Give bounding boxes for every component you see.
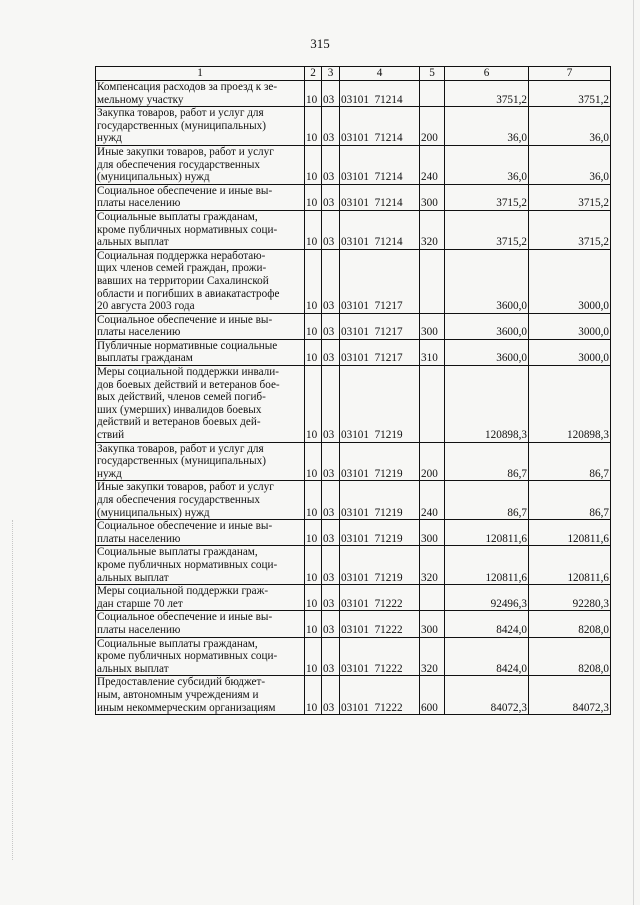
description-line: Публичные нормативные социальные bbox=[97, 339, 278, 352]
amount-year-1: 3715,2 bbox=[445, 210, 529, 249]
description-line: Социальная поддержка нерaботаю- bbox=[97, 249, 266, 262]
expense-type-code: 320 bbox=[420, 546, 445, 585]
expense-type-code: 240 bbox=[420, 481, 445, 520]
row-description bbox=[96, 585, 305, 611]
row-description bbox=[96, 249, 305, 313]
target-article-code: 03101 71222 bbox=[340, 585, 420, 611]
target-article-code: 03101 71222 bbox=[340, 611, 420, 637]
subsection-code: 03 bbox=[322, 249, 340, 313]
amount-year-1: 120811,6 bbox=[445, 546, 529, 585]
row-description bbox=[96, 442, 305, 481]
row-description bbox=[96, 313, 305, 339]
table-row bbox=[96, 107, 611, 146]
amount-year-2: 3751,2 bbox=[529, 81, 611, 107]
description-line: Социальные выплаты гражданам, bbox=[97, 546, 258, 559]
expense-type-code: 240 bbox=[420, 145, 445, 184]
description-line: Социальное обеспечение и иные вы- bbox=[97, 184, 273, 197]
target-article-code: 03101 71219 bbox=[340, 520, 420, 546]
description-line: вавших на территории Сахалинской bbox=[97, 274, 269, 287]
expense-type-code: 310 bbox=[420, 339, 445, 365]
description-line: государственных (муниципальных) bbox=[97, 455, 266, 468]
description-line: 20 августа 2003 года bbox=[97, 300, 195, 313]
description-line: ших (умерших) инвалидов боевых bbox=[97, 403, 262, 416]
target-article-code: 03101 71217 bbox=[340, 339, 420, 365]
row-description bbox=[96, 339, 305, 365]
amount-year-1: 86,7 bbox=[445, 442, 529, 481]
amount-year-2: 120811,6 bbox=[529, 520, 611, 546]
amount-year-2: 3000,0 bbox=[529, 249, 611, 313]
amount-year-2: 86,7 bbox=[529, 442, 611, 481]
table-row bbox=[96, 366, 611, 443]
description-line: альных выплат bbox=[97, 236, 169, 249]
amount-year-1: 8424,0 bbox=[445, 637, 529, 676]
subsection-code: 03 bbox=[322, 107, 340, 146]
target-article-code: 03101 71217 bbox=[340, 249, 420, 313]
description-line: Предоставление субсидий бюджет- bbox=[97, 676, 266, 689]
column-header: 1 bbox=[96, 67, 305, 81]
description-line: дов боевых действий и ветеранов бое- bbox=[97, 378, 280, 391]
expense-type-code bbox=[420, 585, 445, 611]
description-line: щих членов семей граждан, прожи- bbox=[97, 262, 267, 275]
table-row bbox=[96, 210, 611, 249]
amount-year-1: 8424,0 bbox=[445, 611, 529, 637]
description-line: Компенсация расходов за проезд к зе- bbox=[97, 81, 278, 93]
row-description bbox=[96, 611, 305, 637]
expense-type-code bbox=[420, 366, 445, 443]
amount-year-1: 3600,0 bbox=[445, 249, 529, 313]
expense-type-code: 320 bbox=[420, 637, 445, 676]
description-line: ствий bbox=[97, 429, 125, 442]
description-line: Меры социальной поддержки инвали- bbox=[97, 366, 279, 379]
table-row bbox=[96, 611, 611, 637]
subsection-code: 03 bbox=[322, 481, 340, 520]
subsection-code: 03 bbox=[322, 676, 340, 715]
section-code: 10 bbox=[305, 546, 322, 585]
row-description bbox=[96, 546, 305, 585]
description-line: действий и ветеранов боевых дей- bbox=[97, 416, 261, 429]
amount-year-1: 120811,6 bbox=[445, 520, 529, 546]
table-row bbox=[96, 145, 611, 184]
section-code: 10 bbox=[305, 676, 322, 715]
description-line: мельному участку bbox=[97, 93, 184, 106]
amount-year-1: 36,0 bbox=[445, 145, 529, 184]
subsection-code: 03 bbox=[322, 339, 340, 365]
table-row bbox=[96, 481, 611, 520]
target-article-code: 03101 71217 bbox=[340, 313, 420, 339]
section-code: 10 bbox=[305, 107, 322, 146]
table-row bbox=[96, 546, 611, 585]
description-line: ным, автономным учреждениям и bbox=[97, 688, 259, 701]
description-line: Социальное обеспечение и иные вы- bbox=[97, 520, 273, 533]
description-line: для обеспечения государственных bbox=[97, 158, 261, 171]
description-line: альных выплат bbox=[97, 571, 169, 584]
amount-year-1: 84072,3 bbox=[445, 676, 529, 715]
target-article-code: 03101 71214 bbox=[340, 145, 420, 184]
table-row bbox=[96, 313, 611, 339]
scan-artifact bbox=[12, 520, 53, 860]
amount-year-2: 3000,0 bbox=[529, 339, 611, 365]
row-description bbox=[96, 366, 305, 443]
budget-table bbox=[95, 66, 611, 715]
section-code: 10 bbox=[305, 210, 322, 249]
amount-year-2: 84072,3 bbox=[529, 676, 611, 715]
subsection-code: 03 bbox=[322, 442, 340, 481]
amount-year-1: 3751,2 bbox=[445, 81, 529, 107]
column-header: 4 bbox=[340, 67, 420, 81]
description-line: (муниципальных) нужд bbox=[97, 506, 210, 519]
table-row bbox=[96, 81, 611, 107]
page-number: 315 bbox=[310, 36, 330, 51]
table-row bbox=[96, 676, 611, 715]
target-article-code: 03101 71219 bbox=[340, 546, 420, 585]
amount-year-2: 36,0 bbox=[529, 107, 611, 146]
table-body bbox=[96, 81, 611, 715]
column-header: 5 bbox=[420, 67, 445, 81]
description-line: вых действий, членов семей погиб- bbox=[97, 391, 266, 404]
subsection-code: 03 bbox=[322, 585, 340, 611]
amount-year-1: 3715,2 bbox=[445, 184, 529, 210]
column-header: 3 bbox=[322, 67, 340, 81]
amount-year-2: 36,0 bbox=[529, 145, 611, 184]
amount-year-1: 120898,3 bbox=[445, 366, 529, 443]
expense-type-code: 320 bbox=[420, 210, 445, 249]
target-article-code: 03101 71214 bbox=[340, 184, 420, 210]
description-line: области и погибших в авиакатастрофе bbox=[97, 287, 280, 300]
row-description bbox=[96, 481, 305, 520]
amount-year-2: 8208,0 bbox=[529, 611, 611, 637]
table-row bbox=[96, 339, 611, 365]
amount-year-2: 120811,6 bbox=[529, 546, 611, 585]
expense-type-code: 600 bbox=[420, 676, 445, 715]
description-line: для обеспечения государственных bbox=[97, 494, 261, 506]
subsection-code: 03 bbox=[322, 637, 340, 676]
description-line: Социальные выплаты гражданам, bbox=[97, 210, 258, 223]
target-article-code: 03101 71219 bbox=[340, 442, 420, 481]
description-line: выплаты гражданам bbox=[97, 352, 193, 365]
table-row bbox=[96, 520, 611, 546]
description-line: нужд bbox=[97, 132, 122, 145]
section-code: 10 bbox=[305, 249, 322, 313]
table-row bbox=[96, 249, 611, 313]
amount-year-2: 86,7 bbox=[529, 481, 611, 520]
amount-year-2: 3715,2 bbox=[529, 210, 611, 249]
section-code: 10 bbox=[305, 520, 322, 546]
section-code: 10 bbox=[305, 366, 322, 443]
expense-type-code: 200 bbox=[420, 442, 445, 481]
header-row bbox=[96, 67, 611, 81]
description-line: платы населению bbox=[97, 532, 181, 545]
section-code: 10 bbox=[305, 313, 322, 339]
section-code: 10 bbox=[305, 442, 322, 481]
description-line: Закупка товаров, работ и услуг для bbox=[97, 442, 264, 455]
expense-type-code: 300 bbox=[420, 313, 445, 339]
description-line: платы населению bbox=[97, 326, 181, 339]
description-line: Иные закупки товаров, работ и услуг bbox=[97, 145, 274, 158]
row-description bbox=[96, 107, 305, 146]
subsection-code: 03 bbox=[322, 520, 340, 546]
row-description bbox=[96, 210, 305, 249]
subsection-code: 03 bbox=[322, 184, 340, 210]
subsection-code: 03 bbox=[322, 546, 340, 585]
amount-year-2: 8208,0 bbox=[529, 637, 611, 676]
description-line: Иные закупки товаров, работ и услуг bbox=[97, 481, 274, 494]
table-row bbox=[96, 184, 611, 210]
table-row bbox=[96, 637, 611, 676]
target-article-code: 03101 71219 bbox=[340, 481, 420, 520]
section-code: 10 bbox=[305, 481, 322, 520]
subsection-code: 03 bbox=[322, 313, 340, 339]
amount-year-1: 3600,0 bbox=[445, 313, 529, 339]
amount-year-2: 92280,3 bbox=[529, 585, 611, 611]
description-line: Социальное обеспечение и иные вы- bbox=[97, 611, 273, 624]
subsection-code: 03 bbox=[322, 145, 340, 184]
amount-year-1: 92496,3 bbox=[445, 585, 529, 611]
description-line: платы населению bbox=[97, 623, 181, 636]
section-code: 10 bbox=[305, 81, 322, 107]
description-line: кроме публичных нормативных соци- bbox=[97, 558, 278, 571]
section-code: 10 bbox=[305, 145, 322, 184]
column-header: 7 bbox=[529, 67, 611, 81]
subsection-code: 03 bbox=[322, 210, 340, 249]
target-article-code: 03101 71222 bbox=[340, 637, 420, 676]
target-article-code: 03101 71214 bbox=[340, 107, 420, 146]
target-article-code: 03101 71214 bbox=[340, 81, 420, 107]
subsection-code: 03 bbox=[322, 366, 340, 443]
description-line: альных выплат bbox=[97, 662, 169, 675]
subsection-code: 03 bbox=[322, 81, 340, 107]
section-code: 10 bbox=[305, 184, 322, 210]
subsection-code: 03 bbox=[322, 611, 340, 637]
description-line: (муниципальных) нужд bbox=[97, 171, 210, 184]
expense-type-code: 300 bbox=[420, 184, 445, 210]
description-line: нужд bbox=[97, 467, 122, 480]
amount-year-1: 3600,0 bbox=[445, 339, 529, 365]
row-description bbox=[96, 81, 305, 107]
target-article-code: 03101 71214 bbox=[340, 210, 420, 249]
expense-type-code bbox=[420, 81, 445, 107]
description-line: иным некоммерческим организациям bbox=[97, 701, 276, 714]
description-line: кроме публичных нормативных соци- bbox=[97, 223, 278, 236]
description-line: государственных (муниципальных) bbox=[97, 119, 266, 132]
description-line: кроме публичных нормативных соци- bbox=[97, 650, 278, 663]
description-line: Социальные выплаты гражданам, bbox=[97, 637, 258, 650]
description-line: дан старше 70 лет bbox=[97, 597, 183, 610]
column-header: 2 bbox=[305, 67, 322, 81]
description-line: Закупка товаров, работ и услуг для bbox=[97, 107, 264, 120]
row-description bbox=[96, 676, 305, 715]
expense-type-code bbox=[420, 249, 445, 313]
page-edge bbox=[633, 0, 634, 905]
amount-year-1: 86,7 bbox=[445, 481, 529, 520]
row-description bbox=[96, 520, 305, 546]
target-article-code: 03101 71222 bbox=[340, 676, 420, 715]
row-description bbox=[96, 145, 305, 184]
expense-type-code: 200 bbox=[420, 107, 445, 146]
description-line: платы населению bbox=[97, 197, 181, 210]
section-code: 10 bbox=[305, 585, 322, 611]
amount-year-2: 3715,2 bbox=[529, 184, 611, 210]
description-line: Меры социальной поддержки граж- bbox=[97, 585, 269, 598]
section-code: 10 bbox=[305, 611, 322, 637]
amount-year-2: 3000,0 bbox=[529, 313, 611, 339]
table-row bbox=[96, 585, 611, 611]
amount-year-2: 120898,3 bbox=[529, 366, 611, 443]
description-line: Социальное обеспечение и иные вы- bbox=[97, 313, 273, 326]
amount-year-1: 36,0 bbox=[445, 107, 529, 146]
expense-type-code: 300 bbox=[420, 520, 445, 546]
expense-type-code: 300 bbox=[420, 611, 445, 637]
section-code: 10 bbox=[305, 339, 322, 365]
column-header: 6 bbox=[445, 67, 529, 81]
target-article-code: 03101 71219 bbox=[340, 366, 420, 443]
section-code: 10 bbox=[305, 637, 322, 676]
table-row bbox=[96, 442, 611, 481]
row-description bbox=[96, 637, 305, 676]
row-description bbox=[96, 184, 305, 210]
